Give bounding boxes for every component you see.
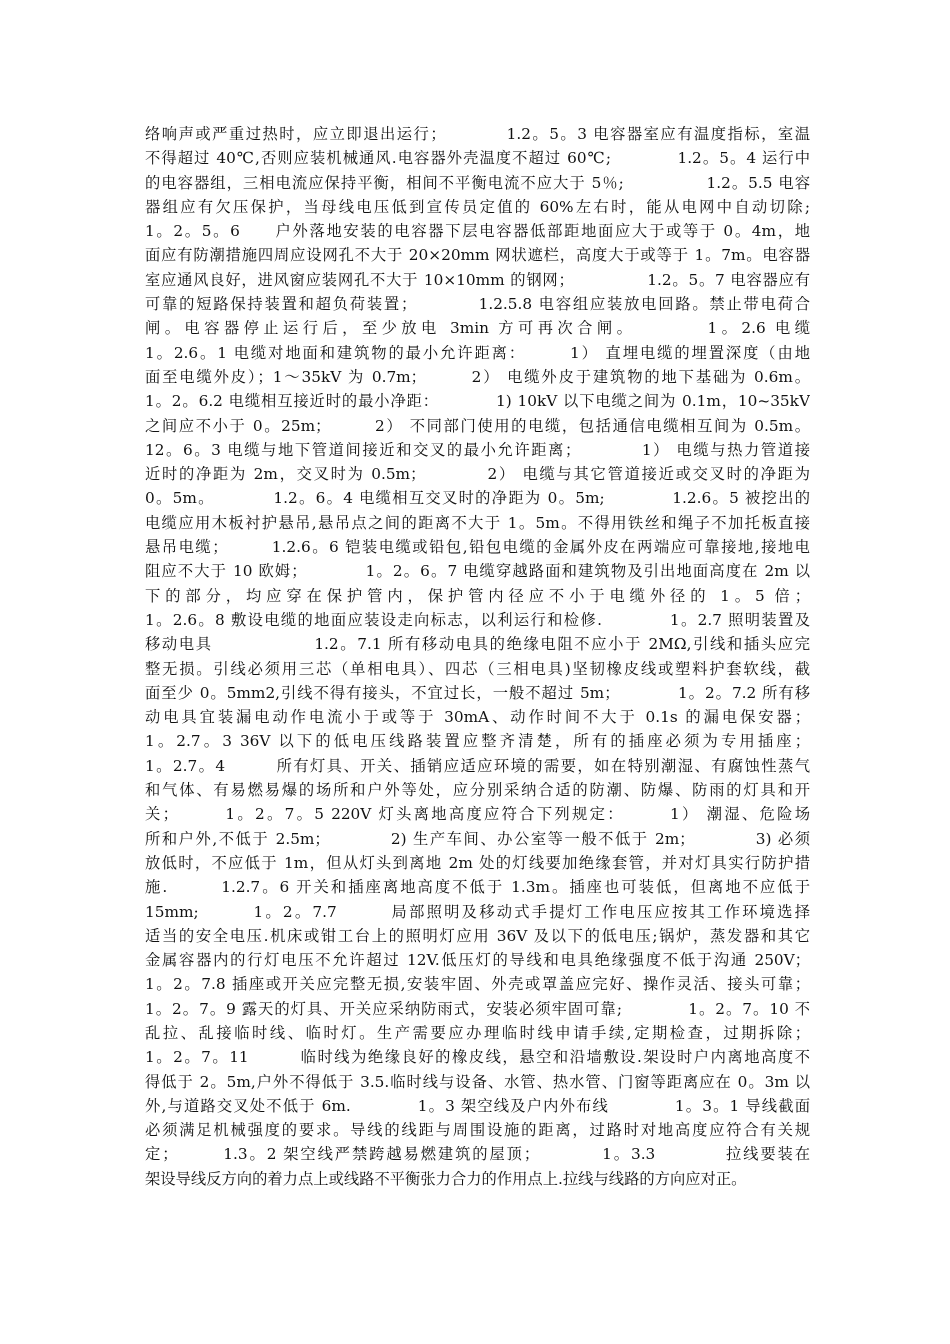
text-line: 1。2。7.8 插座或开关应完整无损,安装牢固、外壳或罩盖应完好、操作灵活、接头可靠； [145,975,810,994]
text-line: 1。2。7。11 临时线为绝缘良好的橡皮线，悬空和沿墙敷设.架设时户内离地高度不 [145,1048,810,1067]
text-line: 1。2.6。8 敷设电缆的地面应装设走向标志，以利运行和检修. 1。2.7 照明装置及 [145,610,810,629]
text-line: 面至电缆外皮）；1～35kV 为 0.7m； 2） 电缆外皮于建筑物的地下基础为 0.6m。 [145,367,810,386]
text-line: 施. 1.2.7。6 开关和插座离地高度不低于 1.3m。插座也可装低，但离地不应低于 [145,878,810,897]
text-line: 面应有防潮措施四周应设网孔不大于 20×20mm 网状遮栏，高度大于或等于 1。7m。电容器 [145,246,810,265]
text-line: 定； 1.3。2 架空线严禁跨越易燃建筑的屋顶； 1。3.3 拉线要装在 [145,1145,810,1164]
text-line: 悬吊电缆； 1.2.6。6 铠装电缆或铅包,铅包电缆的金属外皮在两端应可靠接地,接地电 [145,538,810,557]
text-line: 面至少 0。5mm2,引线不得有接头，不宜过长，一般不超过 5m； 1。2。7.2 所有移 [145,683,810,702]
text-line: 络响声或严重过热时，应立即退出运行； 1.2。5。3 电容器室应有温度指标，室温 [145,125,810,143]
text-line: 和气体、有易燃易爆的场所和户外等处，应分别采纳合适的防潮、防爆、防雨的灯具和开 [145,781,810,800]
text-line: 关； 1。2。7。5 220V 灯头离地高度应符合下列规定： 1） 潮湿、危险场 [145,805,810,824]
text-line: 移动电具 1.2。7.1 所有移动电具的绝缘电阻不应小于 2MΩ,引线和插头应完 [145,635,810,654]
text-line: 必须满足机械强度的要求。导线的线距与周围设施的距离，过路时对地高度应符合有关规 [145,1121,810,1140]
text-line: 12。6。3 电缆与地下管道间接近和交叉的最小允许距离； 1） 电缆与热力管道接 [145,440,810,459]
text-line: 器组应有欠压保护，当母线电压低到宣传员定值的 60%左右时，能从电网中自动切除; [145,197,810,216]
text-line: 金属容器内的行灯电压不允许超过 12V.低压灯的导线和电具绝缘强度不低于沟通 250V； [145,951,810,970]
text-line: 1。2.6。1 电缆对地面和建筑物的最小允许距离： 1） 直埋电缆的埋置深度（由地 [145,343,810,362]
text-line: 1。2.7。3 36V 以下的低电压线路装置应整齐清楚，所有的插座必须为专用插座； [145,732,810,751]
text-line: 得低于 2。5m,户外不得低于 3.5.临时线与设备、水管、热水管、门窗等距离应在 0。3m 以 [145,1072,810,1091]
text-line: 闸。电容器停止运行后，至少放电 3min 方可再次合闸。 1。2.6 电缆 [145,319,810,338]
text-line: 下的部分，均应穿在保护管内，保护管内径应不小于电缆外径的 1。5 倍； [145,586,810,605]
text-line: 1。2。6.2 电缆相互接近时的最小净距： 1) 10kV 以下电缆之间为 0.1m，10~35kV [145,392,810,411]
text-line: 可靠的短路保持装置和超负荷装置； 1.2.5.8 电容组应装放电回路。禁止带电荷合 [145,295,810,314]
text-line: 不得超过 40℃,否则应装机械通风.电容器外壳温度不超过 60℃; 1.2。5。4 运行中 [145,149,810,168]
text-line: 阻应不大于 10 欧姆； 1。2。6。7 电缆穿越路面和建筑物及引出地面高度在 2m 以 [145,562,810,581]
text-line: 15mm; 1。2。7.7 局部照明及移动式手提灯工作电压应按其工作环境选择 [145,902,810,921]
text-line: 外,与道路交叉处不低于 6m. 1。3 架空线及户内外布线 1。3。1 导线截面 [145,1096,810,1115]
text-line: 乱拉、乱接临时线、临时灯。生产需要应办理临时线申请手续,定期检查，过期拆除； [145,1023,810,1042]
text-line: 1。2。5。6 户外落地安装的电容器下层电容器低部距地面应大于或等于 0。4m，地 [145,222,810,241]
text-line: 整无损。引线必须用三芯（单相电具）、四芯（三相电具)坚韧橡皮线或塑料护套软线，截 [145,659,810,678]
text-line: 1。2.7。4 所有灯具、开关、插销应适应环境的需要，如在特别潮湿、有腐蚀性蒸气 [145,756,810,775]
text-line: 动电具宜装漏电动作电流小于或等于 30mA、动作时间不大于 0.1s 的漏电保安器； [145,708,810,727]
text-line: 0。5m。 1.2。6。4 电缆相互交叉时的净距为 0。5m; 1.2.6。5 被挖出的 [145,489,810,508]
text-line: 近时的净距为 2m，交叉时为 0.5m； 2） 电缆与其它管道接近或交叉时的净距为 [145,465,810,484]
body-text [145,122,810,1191]
text-line: 室应通风良好，进风窗应装网孔不大于 10×10mm 的钢网； 1.2。5。7 电容器应有 [145,270,810,289]
text-line: 电缆应用木板衬护悬吊,悬吊点之间的距离不大于 1。5m。不得用铁丝和绳子不加托板直接 [145,513,810,532]
text-line: 适当的安全电压.机床或钳工台上的照明灯应用 36V 及以下的低电压;锅炉，蒸发器和其它 [145,926,810,945]
text-line: 的电容器组，三相电流应保持平衡，相间不平衡电流不应大于 5％; 1.2。5.5 电容 [145,173,810,192]
text-line: 1。2。7。9 露天的灯具、开关应采纳防雨式，安装必须牢固可靠; 1。2。7。10 不 [145,999,810,1018]
text-line: 之间应不小于 0。25m； 2） 不同部门使用的电缆，包括通信电缆相互间为 0.5m。 [145,416,810,435]
text-line: 放低时，不应低于 1m，但从灯头到离地 2m 处的灯线要加绝缘套管，并对灯具实行防护措 [145,853,810,872]
text-line: 架设导线反方向的着力点上或线路不平衡张力合力的作用点上.拉线与线路的方向应对正。 [145,1169,747,1188]
text-line: 所和户外,不低于 2.5m； 2) 生产车间、办公室等一般不低于 2m； 3) 必须 [145,829,810,848]
